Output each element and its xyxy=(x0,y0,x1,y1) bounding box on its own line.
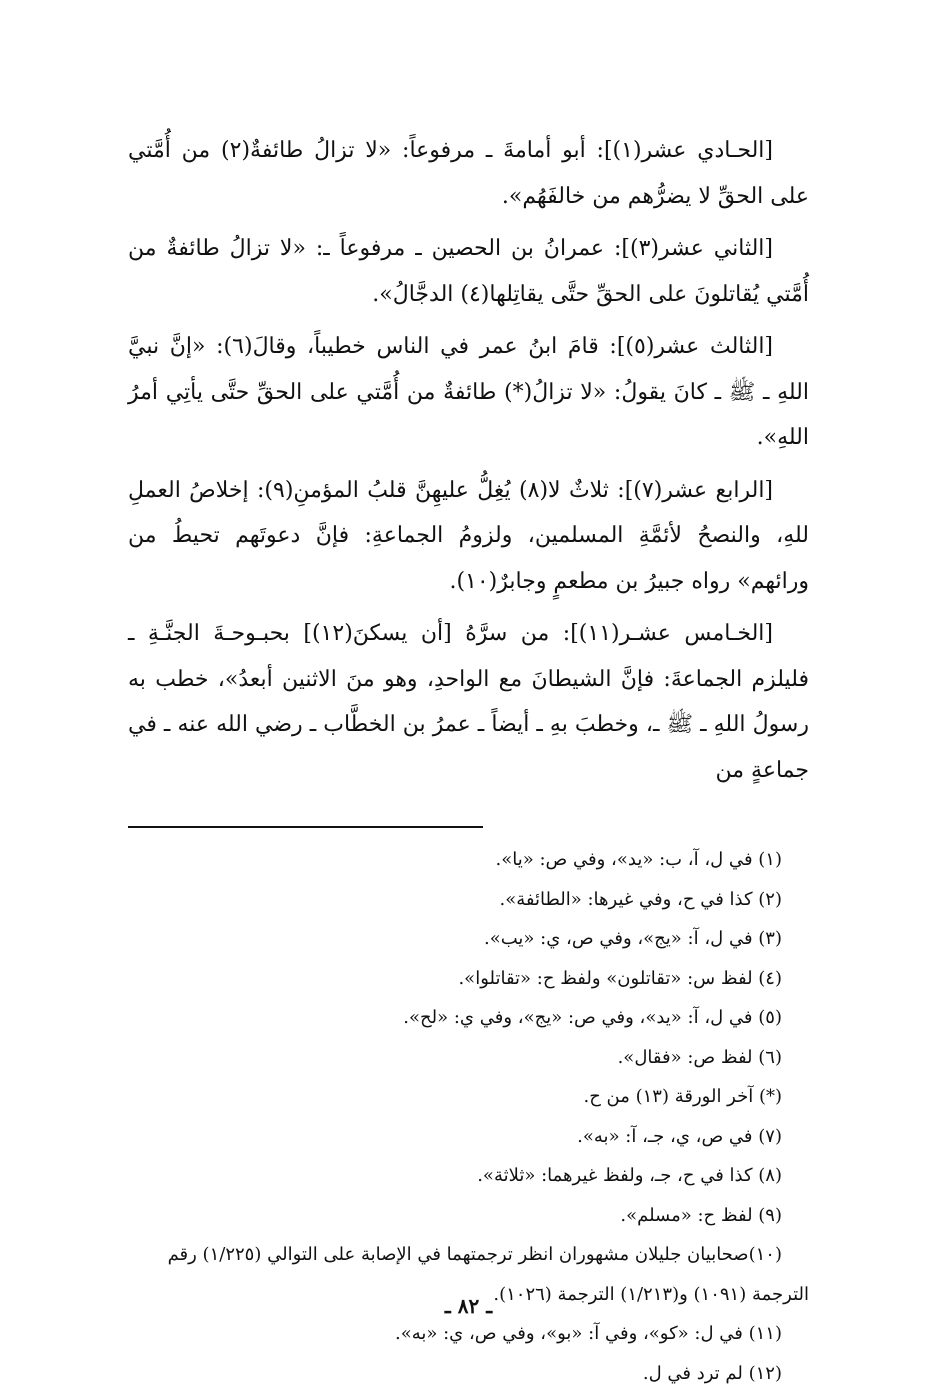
paragraph-15: [الخـامس عشـر(١١)]: من سرَّهُ [أن يسكنَ(١٢)] بحبـوحـةَ الجنَّـةِ ـ فليلزم الجماعةَ: فإنَّ الشيطانَ مع الواحدِ، وهو منَ الاثنين أبعدُ»، خطب به رسولُ اللهِ ـ ﷺ ـ، وخطبَ بهِ ـ أيضاً ـ عمرُ بن الخطَّاب ـ رضي الله عنه ـ في جماعةٍ من xyxy=(128,611,809,793)
footnote-separator-wrap xyxy=(128,826,809,828)
footnote-10: (١٠)صحابيان جليلان مشهوران انظر ترجمتهما في الإصابة على التوالي (١/٢٢٥) رقم الترجمة (١٠٩١) و(١/٢١٣) الترجمة (١٠٢٦). xyxy=(128,1235,809,1314)
footnote-9: (٩) لفظ ح: «مسلم». xyxy=(128,1196,782,1236)
paragraph-12: [الثاني عشر(٣)]: عمرانُ بن الحصين ـ مرفوعاً ـ: «لا تزالُ طائفةٌ من أُمَّتي يُقاتلونَ على الحقِّ حتَّى يقاتِلها(٤) الدجَّالُ». xyxy=(128,226,809,317)
footnote-6: (٦) لفظ ص: «فقال». xyxy=(128,1038,782,1078)
footnote-star: (*) آخر الورقة (١٣) من ح. xyxy=(128,1077,782,1117)
footnote-1: (١) في ل، آ، ب: «يد»، وفي ص: «يا». xyxy=(128,840,782,880)
footnote-3: (٣) في ل، آ: «يج»، وفي ص، ي: «يب». xyxy=(128,919,782,959)
footnote-2: (٢) كذا في ح، وفي غيرها: «الطائفة». xyxy=(128,880,782,920)
footnote-12: (١٢) لم ترد في ل. xyxy=(128,1354,782,1393)
footnote-5: (٥) في ل، آ: «يد»، وفي ص: «يج»، وفي ي: «لح». xyxy=(128,998,782,1038)
footnote-8: (٨) كذا في ح، جـ، ولفظ غيرهما: «ثلاثة». xyxy=(128,1156,782,1196)
paragraph-13: [الثالث عشر(٥)]: قامَ ابنُ عمر في الناس خطيباً، وقالَ(٦): «إنَّ نبيَّ اللهِ ـ ﷺ ـ كانَ يقولُ: «لا تزالُ(*) طائفةٌ من أُمَّتي على الحقِّ حتَّى يأتِي أمرُ اللهِ». xyxy=(128,324,809,461)
main-text xyxy=(128,128,809,793)
footnote-7: (٧) في ص، ي، جـ، آ: «به». xyxy=(128,1117,782,1157)
paragraph-11: [الحـادي عشر(١)]: أبو أمامةَ ـ مرفوعاً: «لا تزالُ طائفةٌ(٢) من أُمَّتي على الحقِّ لا يضرُّهم من خالفَهُم». xyxy=(128,128,809,219)
paragraph-14: [الرابع عشر(٧)]: ثلاثٌ لا(٨) يُغِلُّ عليهِنَّ قلبُ المؤمنِ(٩): إخلاصُ العملِ للهِ، والنصحُ لأئمَّةِ المسلمين، ولزومُ الجماعةِ: فإنَّ دعوتَهم تحيطُ من ورائهم» رواه جبيرُ بن مطعمٍ وجابرٌ(١٠). xyxy=(128,468,809,605)
footnote-11: (١١) في ل: «كو»، وفي آ: «بو»، وفي ص، ي: «به». xyxy=(128,1314,782,1354)
footnote-separator xyxy=(128,826,483,828)
page-number: ـ ٨٢ ـ xyxy=(0,1294,937,1318)
footnote-4: (٤) لفظ س: «تقاتلون» ولفظ ح: «تقاتلوا». xyxy=(128,959,782,999)
